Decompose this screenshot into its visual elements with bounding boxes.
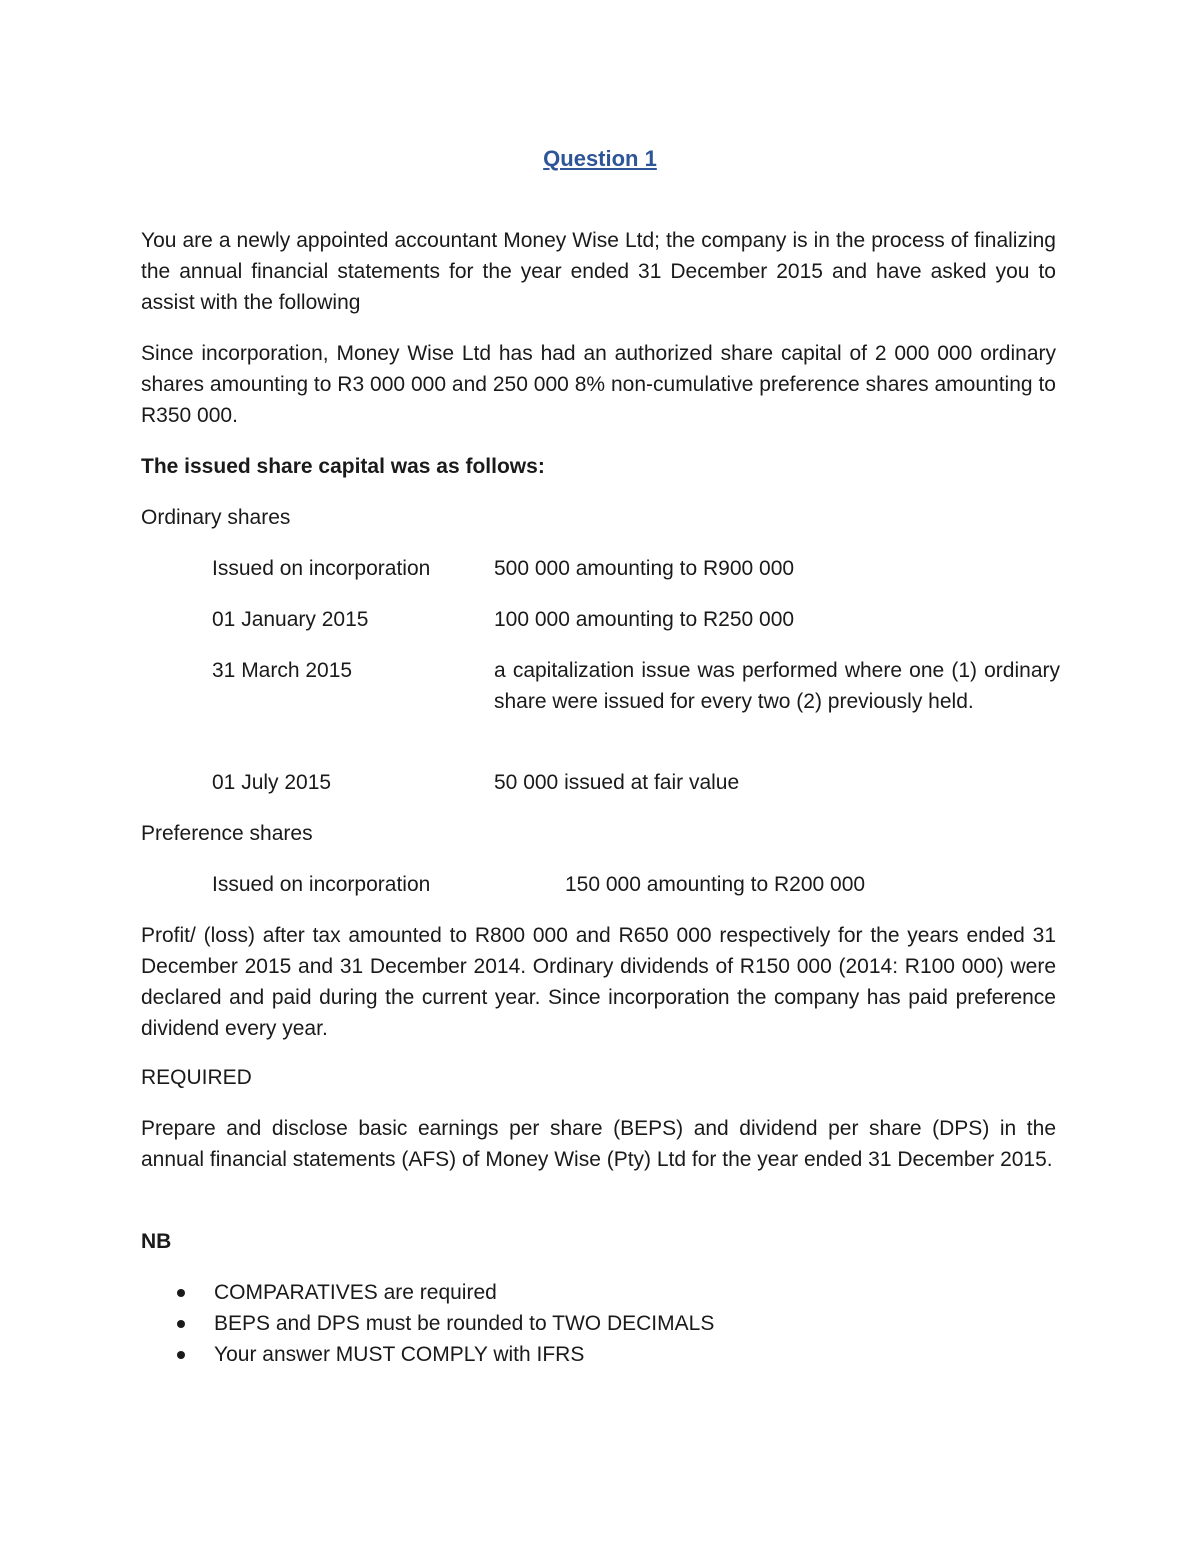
row-value: 50 000 issued at fair value	[494, 771, 740, 794]
required-paragraph: Prepare and disclose basic earnings per share (BEPS) and dividend per share (DPS) in the annual financial statements (AFS) of Money Wise (Pty) Ltd for the year ended 31 December 2015.	[141, 1117, 1056, 1171]
list-item	[141, 1339, 714, 1370]
issued-capital-heading: The issued share capital was as follows:	[141, 455, 545, 478]
intro-paragraph: You are a newly appointed accountant Money Wise Ltd; the company is in the process of finalizing the annual financial statements for the year ended 31 December 2015 and have asked you to assist with the following	[141, 229, 1056, 314]
row-date-label: Issued on incorporation	[212, 557, 431, 580]
row-date-label: 01 July 2015	[212, 771, 332, 794]
preference-shares-heading: Preference shares	[141, 822, 313, 845]
row-value: 150 000 amounting to R200 000	[565, 873, 866, 896]
row-value: a capitalization issue was performed where one (1) ordinary share were issued for every two (2) previously held.	[494, 659, 1060, 713]
bullet-icon	[177, 1320, 185, 1328]
nb-list	[141, 1277, 714, 1370]
question-title: Question 1	[543, 146, 657, 171]
authorized-capital-paragraph: Since incorporation, Money Wise Ltd has had an authorized share capital of 2 000 000 ordinary shares amounting to R3 000 000 and 250 000 8% non-cumulative preference shares amounting to R350 000.	[141, 342, 1056, 427]
list-item-text: BEPS and DPS must be rounded to TWO DECIMALS	[214, 1312, 715, 1335]
bullet-icon	[177, 1351, 185, 1359]
row-value: 100 000 amounting to R250 000	[494, 608, 795, 631]
list-item-text: COMPARATIVES are required	[214, 1281, 497, 1304]
row-value: 500 000 amounting to R900 000	[494, 557, 795, 580]
list-item	[141, 1277, 714, 1308]
list-item-text: Your answer MUST COMPLY with IFRS	[214, 1343, 585, 1366]
required-heading: REQUIRED	[141, 1066, 252, 1089]
row-date-label: Issued on incorporation	[212, 873, 431, 896]
row-date-label: 01 January 2015	[212, 608, 369, 631]
nb-heading: NB	[141, 1230, 172, 1253]
ordinary-shares-heading: Ordinary shares	[141, 506, 291, 529]
profit-paragraph: Profit/ (loss) after tax amounted to R800 000 and R650 000 respectively for the years ended 31 December 2015 and 31 December 2014. Ordinary dividends of R150 000 (2014: R100 000) were declared and paid during the current year. Since incorporation the company has paid preference dividend every year.	[141, 924, 1056, 1040]
bullet-icon	[177, 1289, 185, 1297]
row-date-label: 31 March 2015	[212, 659, 353, 682]
list-item	[141, 1308, 714, 1339]
